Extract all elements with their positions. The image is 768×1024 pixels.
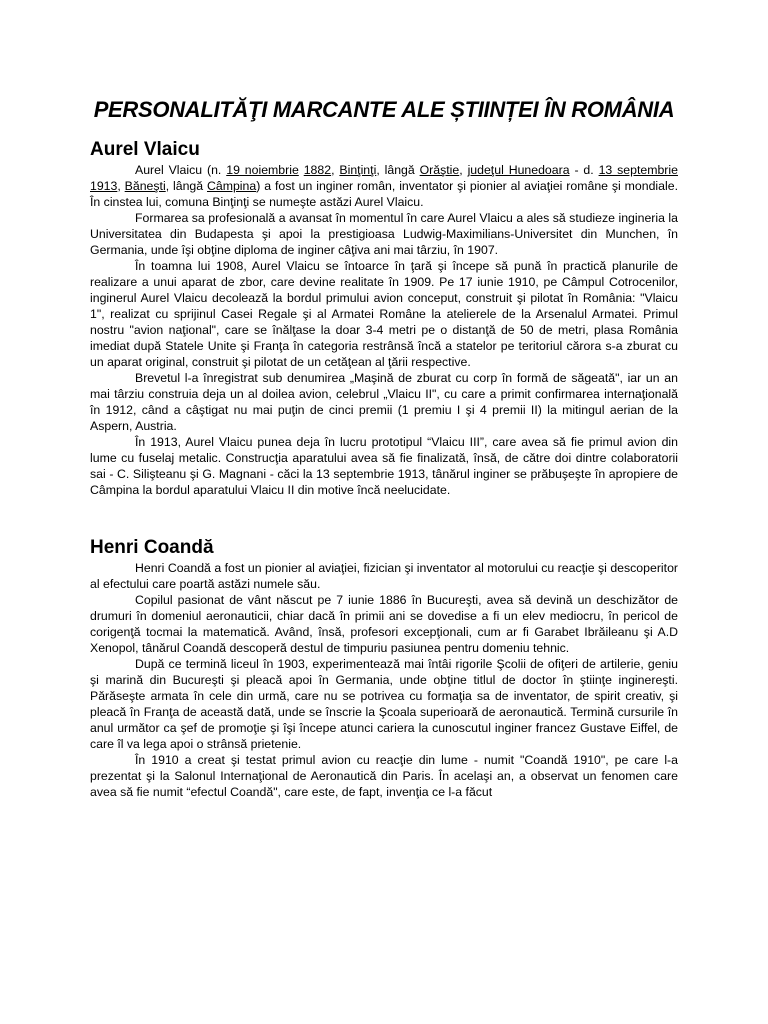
birthplace-link[interactable]: Binţinţi [339,163,377,177]
campina-link[interactable]: Câmpina [207,179,257,193]
text-run: ) a fost un inginer român, inventator şi pionier al aviaţiei române şi mondiale. În cinstea lui, comuna Binţinţi se numeşte astăzi Aurel Vlaicu. [90,179,678,209]
text-run: , [117,179,125,193]
text-run: , lângă [376,163,420,177]
text-run: - d. [569,163,599,177]
document-page [90,92,678,800]
body-paragraph: În 1910 a creat şi testat primul avion cu reacţie din lume - numit "Coandă 1910", pe care l-a prezentat şi la Salonul Internaţional de Aeronautică din Paris. În acelaşi an, a observat un fenomen care avea să fie numit “efectul Coandă", care este, de fapt, invenţia ce l-a făcut [90,753,678,799]
text-run: Aurel Vlaicu (n. [135,163,227,177]
death-date-link[interactable]: 13 septembrie [598,163,678,177]
section-henri-coanda [90,536,678,800]
section-heading: Henri Coandă [90,537,214,558]
text-run: , [331,163,340,177]
county-link[interactable]: judeţul Hunedoara [467,163,570,177]
body-paragraph: În toamna lui 1908, Aurel Vlaicu se întoarce în ţară şi începe să pună în practică planurile de realizare a unui aparat de zbor, care devine realitate în 1909. Pe 17 iunie 1910, pe Câmpul Cotrocenilor, inginerul Aurel Vlaicu decolează la bordul primului avion conceput, construit şi pilotat în România: "Vlaicu 1", realizat cu sprijinul Casei Regale şi al Armatei Române la atelierele de la Arsenalul Armatei. Primul nostru "avion naţional", care se înălţase la doar 3-4 metri pe o distanţă de 50 de metri, plasa România imediat după Statele Unite şi Franţa în categoria restrânsă încă a statelor pe teritoriul cărora s-a zburat cu un aparat original, construit şi pilotat de un cetăţean al ţării respective. [90,259,678,369]
body-paragraph: Brevetul l-a înregistrat sub denumirea „Maşină de zburat cu corp în formă de săgeată", iar un an mai târziu construia deja un al doilea avion, celebrul „Vlaicu II", cu care a primit confirmarea internaţională în 1912, când a câştigat nu mai puţin de cinci premii (1 premiu I şi 4 premii II) la mitingul aerian de la Aspern, Austria. [90,371,678,433]
body-paragraph: Henri Coandă a fost un pionier al aviaţiei, fizician şi inventator al motorului cu reacţie şi descoperitor al efectului care poartă astăzi numele său. [90,561,678,591]
body-paragraph: În 1913, Aurel Vlaicu punea deja în lucru prototipul “Vlaicu III”, care avea să fie primul avion din lume cu fuselaj metalic. Construcţia aparatului avea să fie finalizată, însă, de către doi dintre colaboratorii sai - C. Silişteanu şi G. Magnani - căci la 13 septembrie 1913, tânărul inginer se prăbuşeşte în apropiere de Câmpina la bordul aparatului Vlaicu II din motive încă neelucidate. [90,435,678,497]
birth-year-link[interactable]: 1882 [303,163,332,177]
text-run: , [459,163,468,177]
section-aurel-vlaicu [90,138,678,498]
intro-paragraph [90,162,678,210]
body-paragraph: Copilul pasionat de vânt născut pe 7 iunie 1886 în Bucureşti, avea să devină un deschizător de drumuri în domeniul aeronauticii, chiar dacă în primii ani se dovedise a fi un elev mediocru, în pericol de corigenţă tocmai la matematică. Având, însă, profesori excepţionali, cum ar fi Garabet Ibrăileanu şi A.D Xenopol, tânărul Coandă descoperă destul de timpuriu pasiunea pentru domeniu tehnic. [90,593,678,655]
section-heading: Aurel Vlaicu [90,139,200,160]
death-year-link[interactable]: 1913 [90,179,118,193]
document-title: PERSONALITĂŢI MARCANTE ALE ȘTIINȚEI ÎN ROMÂNIA [93,97,675,122]
body-paragraph: Formarea sa profesională a avansat în momentul în care Aurel Vlaicu a ales să studieze ingineria la Universitatea din Budapesta şi apoi la prestigioasa Ludwig-Maximilians-Universitet din Munchen, în Germania, unde îşi obţine diploma de inginer câţiva ani mai târziu, în 1907. [90,211,678,257]
town-link[interactable]: Orăştie [419,163,460,177]
body-paragraph: După ce termină liceul în 1903, experimentează mai întâi rigorile Şcolii de ofiţeri de artilerie, geniu şi marină din Bucureşti şi pleacă apoi în Germania, unde obţine titlul de doctor în ştiinţe inginereşti. Părăseşte armata în cele din urmă, care nu se potrivea cu formaţia sa de inventator, de spirit creativ, şi pleacă în Franţa de această dată, unde se înscrie la Şcoala superioară de aeronautică. Termină cursurile în anul următor ca şef de promoţie şi îşi începe atunci cariera la cunoscutul inginer francez Gustave Eiffel, de care îl va lega apoi o strânsă prietenie. [90,657,678,751]
text-run: , lângă [165,179,207,193]
birth-date-link[interactable]: 19 noiembrie [226,163,299,177]
death-place-link[interactable]: Băneşti [124,179,166,193]
